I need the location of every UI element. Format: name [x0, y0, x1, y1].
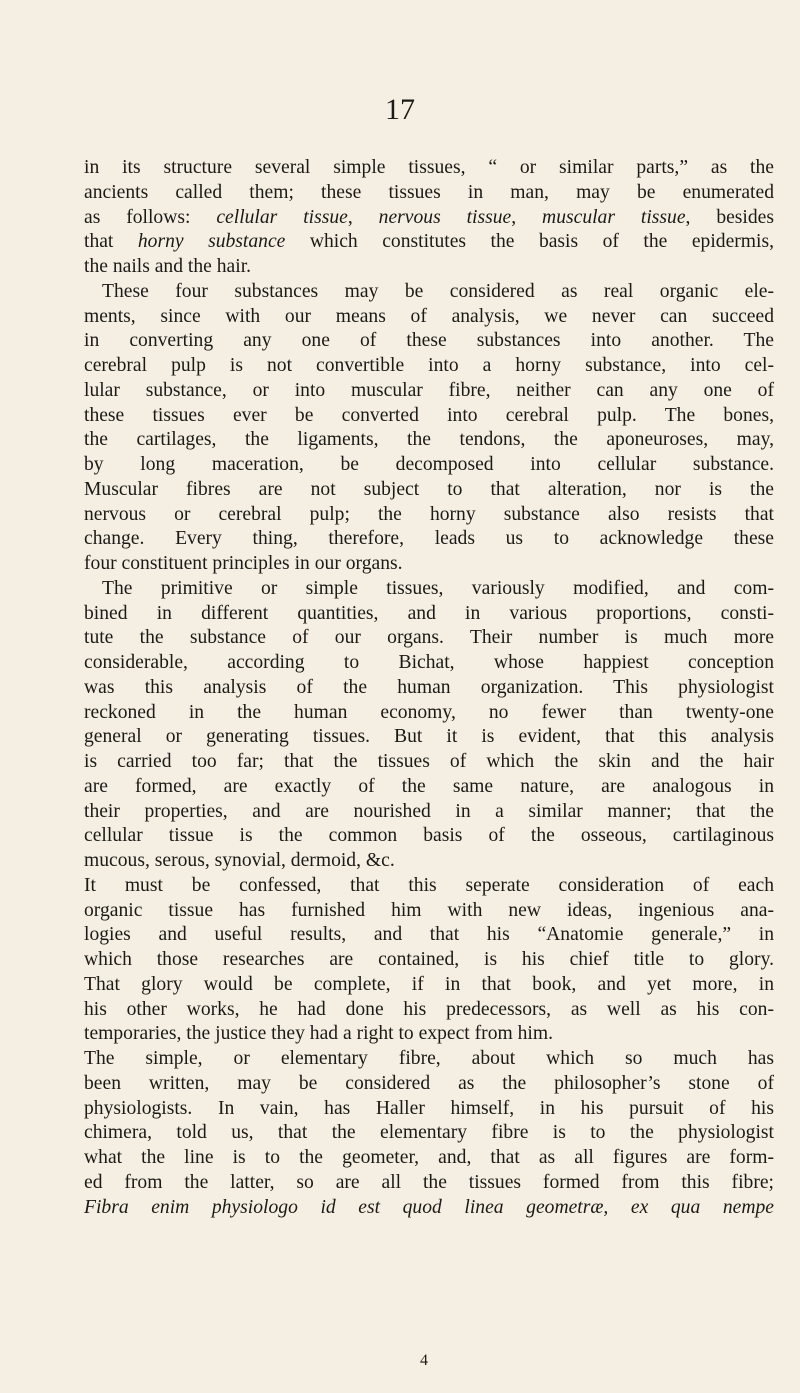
text-line	[84, 1146, 774, 1171]
text-line	[84, 453, 774, 478]
text-segment: The simple, or elementary fibre, about which so much has	[84, 1048, 774, 1069]
text-line	[84, 626, 774, 651]
text-segment: lular substance, or into muscular fibre, neither can any one of	[84, 379, 774, 401]
text-segment: nervous or cerebral pulp; the horny substance also resists that	[84, 503, 774, 525]
text-line	[84, 1196, 774, 1221]
text-line	[84, 1022, 774, 1047]
text-line	[84, 725, 774, 750]
text-line	[84, 899, 774, 924]
text-segment: by long maceration, be decomposed into cellular substance.	[84, 454, 774, 475]
text-segment: The primitive or simple tissues, variously modified, and com-	[102, 577, 774, 599]
text-line	[84, 1072, 774, 1097]
text-line	[84, 230, 774, 255]
page-number: 17	[385, 93, 415, 126]
text-segment: his other works, he had done his predecessors, as well as his con-	[84, 998, 774, 1020]
text-line	[84, 1121, 774, 1146]
text-segment: change. Every thing, therefore, leads us to acknowledge these	[84, 528, 774, 550]
text-line	[84, 676, 774, 701]
text-line	[84, 998, 774, 1023]
text-segment: It must be confessed, that this seperate consideration of each	[84, 874, 774, 896]
text-segment: ed from the latter, so are all the tissues formed from this fibre;	[84, 1171, 774, 1193]
text-segment: logies and useful results, and that his “Anatomie generale,” in	[84, 924, 774, 946]
text-segment: bined in different quantities, and in various proportions, consti-	[84, 602, 774, 624]
text-line	[84, 701, 774, 726]
text-line	[84, 255, 774, 280]
text-segment: ,	[511, 206, 543, 228]
text-segment: organic tissue has furnished him with new ideas, ingenious ana-	[84, 899, 774, 921]
text-segment: that	[84, 231, 138, 253]
text-segment: physiologists. In vain, has Haller himself, in his pursuit of his	[84, 1097, 774, 1119]
text-line	[84, 602, 774, 627]
text-segment: these tissues ever be converted into cerebral pulp. The bones,	[84, 404, 774, 426]
text-segment: ,	[347, 206, 379, 228]
text-segment: temporaries, the justice they had a right to expect from him.	[84, 1023, 554, 1045]
text-segment: cellular tissue is the common basis of the osseous, cartilaginous	[84, 825, 774, 847]
text-segment: These four substances may be considered as real organic ele-	[102, 280, 774, 302]
text-segment: been written, may be considered as the philosopher’s stone of	[84, 1072, 774, 1094]
text-line	[84, 305, 774, 330]
text-line	[84, 824, 774, 849]
text-line	[84, 552, 774, 577]
text-line	[84, 923, 774, 948]
text-line	[84, 206, 774, 231]
text-line	[84, 503, 774, 528]
text-segment: four constituent principles in our organs.	[84, 553, 403, 574]
text-segment: which constitutes the basis of the epidermis,	[285, 231, 774, 253]
text-line	[84, 156, 774, 181]
text-line	[84, 404, 774, 429]
italic-text: nervous tissue	[378, 206, 512, 228]
text-line	[84, 800, 774, 825]
text-segment: in converting any one of these substances into another. The	[84, 330, 774, 352]
text-segment: cerebral pulp is not convertible into a horny substance, into cel-	[84, 355, 774, 376]
text-segment: what the line is to the geometer, and, that as all figures are form-	[84, 1147, 774, 1168]
text-segment: are formed, are exactly of the same nature, are analogous in	[84, 775, 774, 797]
text-line	[84, 527, 774, 552]
text-segment: the nails and the hair.	[84, 256, 252, 277]
text-line	[84, 354, 774, 379]
text-line	[84, 750, 774, 775]
text-segment: tute the substance of our organs. Their number is much more	[84, 627, 774, 649]
italic-text: muscular tissue	[542, 206, 686, 228]
text-line	[84, 874, 774, 899]
text-line	[84, 478, 774, 503]
text-line	[84, 973, 774, 998]
text-segment: mucous, serous, synovial, dermoid, &c.	[84, 850, 395, 871]
text-segment: their properties, and are nourished in a similar manner; that the	[84, 800, 774, 822]
text-segment: ments, since with our means of analysis, we never can succeed	[84, 305, 774, 327]
text-segment: chimera, told us, that the elementary fibre is to the physiologist	[84, 1122, 774, 1144]
text-line	[84, 948, 774, 973]
text-segment: general or generating tissues. But it is evident, that this analysis	[84, 726, 774, 748]
text-line	[84, 379, 774, 404]
text-segment: is carried too far; that the tissues of which the skin and the hair	[84, 751, 774, 772]
text-segment: That glory would be complete, if in that book, and yet more, in	[84, 973, 774, 995]
italic-text: horny substance	[137, 231, 286, 253]
text-line	[84, 849, 774, 874]
body-text	[84, 156, 774, 1220]
text-line	[84, 428, 774, 453]
text-line	[84, 651, 774, 676]
text-segment: as follows:	[84, 206, 217, 228]
text-line	[84, 1047, 774, 1072]
text-line	[84, 329, 774, 354]
text-line	[84, 577, 774, 602]
text-segment: Muscular fibres are not subject to that alteration, nor is the	[84, 478, 774, 500]
signature-mark: 4	[420, 1352, 428, 1369]
italic-text: cellular tissue	[216, 206, 348, 228]
text-segment: the cartilages, the ligaments, the tendons, the aponeuroses, may,	[84, 429, 774, 451]
text-segment: , besides	[685, 206, 774, 228]
text-line	[84, 280, 774, 305]
text-line	[84, 1171, 774, 1196]
text-segment: ancients called them; these tissues in man, may be enumerated	[84, 181, 774, 203]
text-segment: in its structure several simple tissues, “ or similar parts,” as the	[84, 157, 774, 178]
text-line	[84, 181, 774, 206]
italic-text: Fibra enim physiologo id est quod linea geometræ, ex qua nempe	[84, 1196, 774, 1218]
text-segment: which those researches are contained, is his chief title to glory.	[84, 949, 774, 970]
text-segment: was this analysis of the human organization. This physiologist	[84, 676, 774, 698]
text-segment: reckoned in the human economy, no fewer than twenty-one	[84, 701, 774, 723]
text-line	[84, 775, 774, 800]
text-segment: considerable, according to Bichat, whose happiest conception	[84, 652, 774, 673]
text-line	[84, 1097, 774, 1122]
